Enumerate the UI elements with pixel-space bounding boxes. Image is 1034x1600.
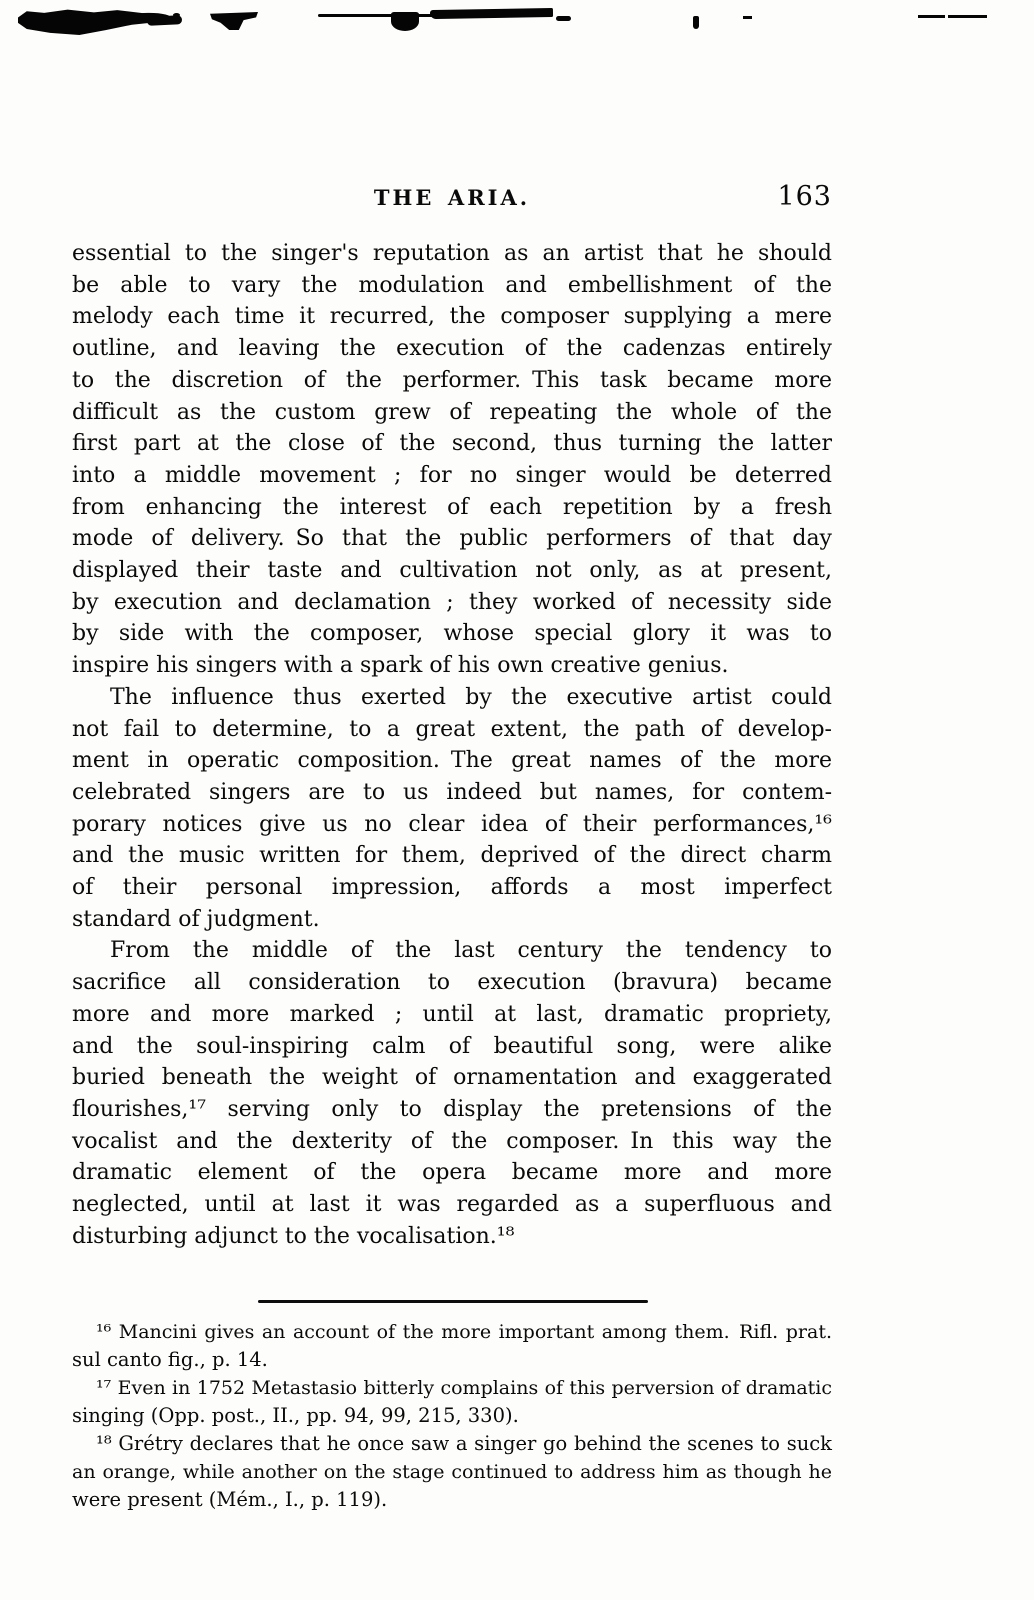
text-line: into a middle movement ; for no singer would be deterred <box>72 462 832 488</box>
scan-smudge <box>173 13 180 17</box>
text-line: to the discretion of the performer. This task became more <box>72 367 832 393</box>
text-line: of their personal impression, affords a most imperfect <box>72 875 832 901</box>
running-head <box>72 181 832 215</box>
text-line: by side with the composer, whose special glory it was to <box>72 621 832 647</box>
text-line: not fail to determine, to a great extent, the path of develop- <box>72 716 832 742</box>
scan-smudge <box>210 12 258 30</box>
text-line: and the music written for them, deprived of the direct charm <box>72 843 832 869</box>
text-line: standard of judgment. <box>72 906 320 932</box>
scan-smudge <box>693 16 699 29</box>
text-line: displayed their taste and cultivation not only, as at present, <box>72 558 832 584</box>
text-line: dramatic element of the opera became more and more <box>72 1160 832 1186</box>
text-line: vocalist and the dexterity of the composer. In this way the <box>72 1128 832 1154</box>
text-line: flourishes,¹⁷ serving only to display the pretensions of the <box>72 1096 832 1122</box>
text-line: The influence thus exerted by the executive artist could <box>110 684 832 710</box>
text-line: melody each time it recurred, the composer supplying a mere <box>72 304 832 330</box>
text-line: by execution and declamation ; they worked of necessity side <box>72 589 832 615</box>
text-line: singing (Opp. post., II., pp. 94, 99, 215, 330). <box>72 1404 519 1427</box>
text-line: essential to the singer's reputation as an artist that he should <box>72 241 832 266</box>
text-line: mode of delivery. So that the public performers of that day <box>72 526 832 552</box>
text-line: outline, and leaving the execution of the cadenzas entirely <box>72 336 832 362</box>
scan-smudge <box>391 12 419 31</box>
footnotes <box>72 1318 832 1514</box>
text-line: sacrifice all consideration to execution (bravura) became <box>72 970 832 996</box>
text-line: celebrated singers are to us indeed but names, for contem- <box>72 779 832 805</box>
text-line: were present (Mém., I., p. 119). <box>72 1488 388 1511</box>
text-line: neglected, until at last it was regarded as a superfluous and <box>72 1192 832 1218</box>
text-line: ¹⁷ Even in 1752 Metastasio bitterly complains of this perversion of dramatic <box>96 1377 832 1399</box>
scan-smudge <box>948 15 987 18</box>
text-line: disturbing adjunct to the vocalisation.¹⁸ <box>72 1223 515 1249</box>
text-line: an orange, while another on the stage continued to address him as though he <box>72 1461 832 1483</box>
page-number: 163 <box>777 181 832 212</box>
text-line: porary notices give us no clear idea of their performances,¹⁶ <box>72 811 832 837</box>
text-line: be able to vary the modulation and embellishment of the <box>72 272 832 298</box>
text-line: and the soul-inspiring calm of beautiful song, were alike <box>72 1033 832 1059</box>
text-line: inspire his singers with a spark of his own creative genius. <box>72 653 729 679</box>
text-line: From the middle of the last century the tendency to <box>110 938 832 964</box>
text-line: sul canto fig., p. 14. <box>72 1348 268 1371</box>
scan-smudge <box>743 16 752 19</box>
footnote-separator <box>258 1300 648 1303</box>
text-line: buried beneath the weight of ornamentation and exaggerated <box>72 1065 832 1091</box>
text-line: ¹⁸ Grétry declares that he once saw a singer go behind the scenes to suck <box>96 1432 832 1455</box>
text-line: more and more marked ; until at last, dramatic propriety, <box>72 1001 832 1027</box>
scan-smudge <box>556 16 571 21</box>
text-line: from enhancing the interest of each repetition by a fresh <box>72 494 832 520</box>
scan-smudge <box>918 15 945 18</box>
scan-smudge <box>430 8 553 19</box>
text-line: difficult as the custom grew of repeating the whole of the <box>72 399 832 425</box>
body-text <box>72 238 832 1253</box>
text-line: ment in operatic composition. The great names of the more <box>72 748 832 774</box>
text-line: first part at the close of the second, thus turning the latter <box>72 431 832 457</box>
text-line: ¹⁶ Mancini gives an account of the more important among them. Rifl. prat. <box>96 1321 832 1343</box>
running-title: THE ARIA. <box>373 185 531 210</box>
